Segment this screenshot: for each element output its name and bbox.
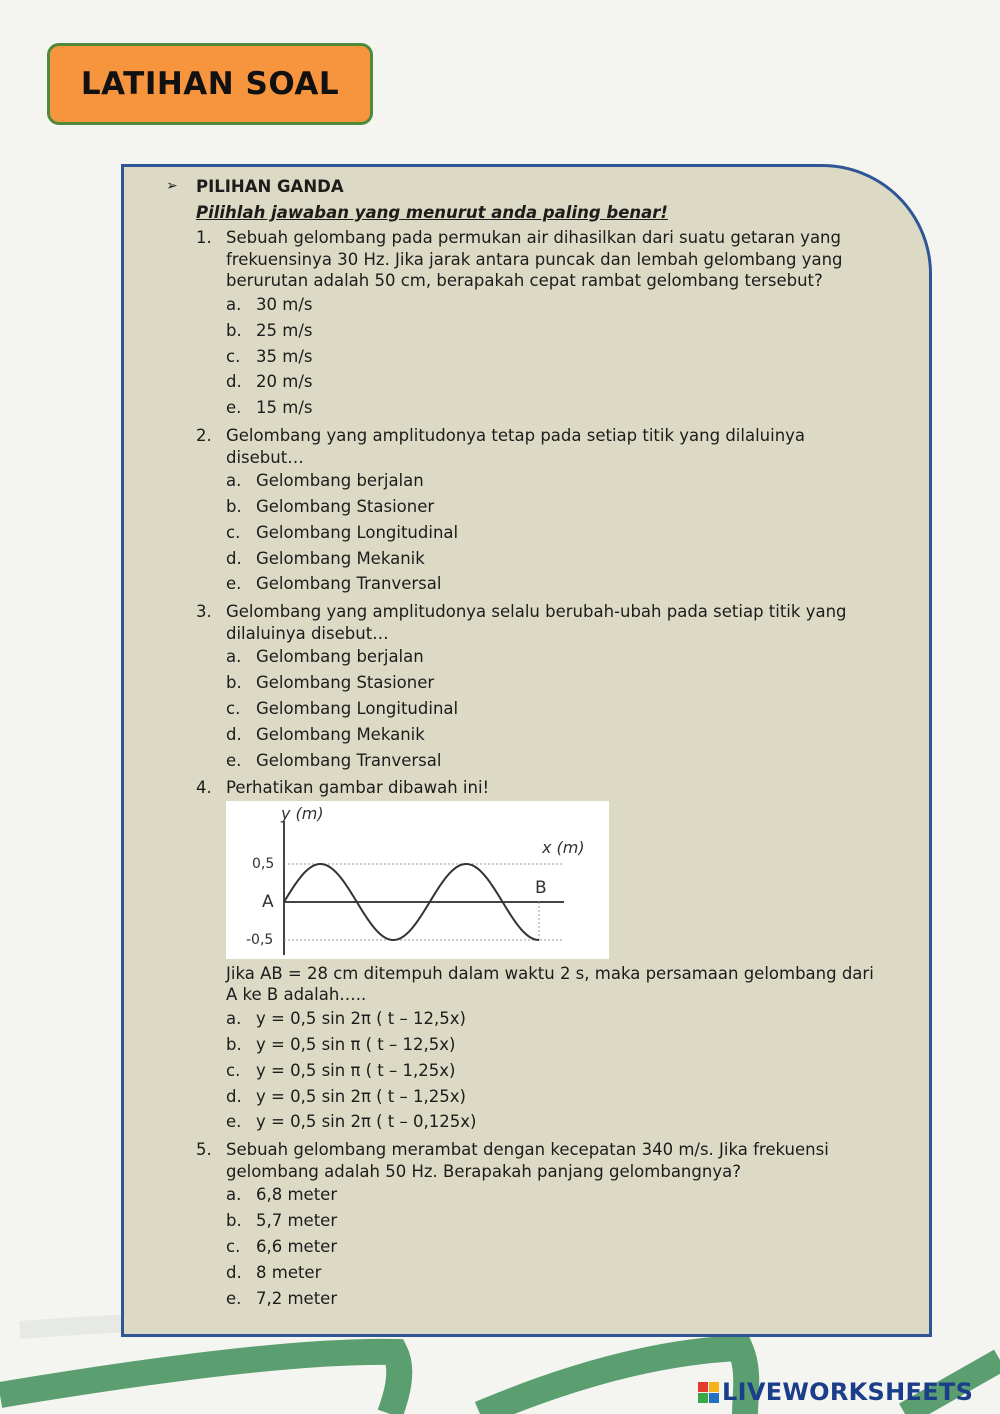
- tick-label-top: 0,5: [252, 855, 275, 872]
- option-letter: c.: [226, 699, 241, 718]
- point-a-label: A: [262, 891, 274, 912]
- option-a[interactable]: [226, 468, 886, 494]
- option-b[interactable]: [226, 1208, 886, 1234]
- option-letter: b.: [226, 673, 242, 693]
- section-heading: [166, 176, 886, 198]
- option-text: y = 0,5 sin 2π ( t – 1,25x): [256, 1086, 466, 1106]
- option-text: 8 meter: [256, 1262, 322, 1282]
- option-letter: a.: [226, 1009, 242, 1029]
- arrow-bullet-icon: ➢: [166, 178, 178, 194]
- option-text: y = 0,5 sin 2π ( t – 0,125x): [256, 1112, 477, 1132]
- option-text: 15 m/s: [256, 398, 313, 418]
- option-text: Gelombang Longitudinal: [256, 522, 459, 542]
- option-letter: d.: [226, 1086, 242, 1106]
- option-d[interactable]: [226, 1260, 886, 1286]
- option-a[interactable]: [226, 292, 886, 318]
- option-b[interactable]: [226, 1032, 886, 1058]
- option-letter: d.: [226, 724, 242, 744]
- option-text: Gelombang berjalan: [256, 647, 424, 667]
- y-axis-label: y (m): [281, 803, 324, 823]
- option-letter: b.: [226, 497, 242, 517]
- question-number: 4.: [196, 778, 212, 798]
- option-letter: c.: [226, 1236, 241, 1256]
- option-letter: d.: [226, 548, 242, 568]
- option-d[interactable]: [226, 722, 886, 748]
- title-badge: [47, 43, 373, 125]
- option-letter: b.: [226, 1211, 242, 1231]
- option-e[interactable]: [226, 748, 886, 774]
- option-a[interactable]: [226, 1006, 886, 1032]
- option-e[interactable]: [226, 395, 886, 421]
- option-e[interactable]: [226, 1285, 886, 1311]
- option-d[interactable]: [226, 546, 886, 572]
- question-4-followup: Jika AB = 28 cm ditempuh dalam waktu 2 s, maka persamaan gelombang dari A ke B adalah…..: [226, 963, 874, 1005]
- question-text: Sebuah gelombang pada permukan air dihasilkan dari suatu getaran yang frekuensinya 30 Hz. Jika jarak antara puncak dan lembah gelombang yang berurutan adalah 50 cm, berapakah cepat rambat gelombang tersebut?: [226, 228, 843, 291]
- option-text: Gelombang berjalan: [256, 471, 424, 491]
- option-letter: e.: [226, 1112, 242, 1132]
- option-letter: d.: [226, 1262, 242, 1282]
- option-letter: d.: [226, 372, 242, 392]
- question-number: 1.: [196, 228, 212, 248]
- option-e[interactable]: [226, 1109, 886, 1135]
- option-letter: e.: [226, 1288, 242, 1308]
- option-text: 6,6 meter: [256, 1236, 338, 1256]
- option-letter: b.: [226, 320, 242, 340]
- question-text: Gelombang yang amplitudonya tetap pada setiap titik yang dilaluinya disebut…: [226, 425, 806, 467]
- instruction-text: Pilihlah jawaban yang menurut anda paling benar!: [196, 202, 668, 222]
- option-c[interactable]: [226, 1058, 886, 1084]
- option-b[interactable]: [226, 318, 886, 344]
- question-1-options: [226, 292, 886, 421]
- option-text: 20 m/s: [256, 372, 313, 392]
- option-text: Gelombang Tranversal: [256, 750, 442, 770]
- question-number: 3.: [196, 602, 212, 622]
- option-c[interactable]: [226, 1234, 886, 1260]
- option-d[interactable]: [226, 1083, 886, 1109]
- option-text: 25 m/s: [256, 320, 313, 340]
- option-c[interactable]: [226, 696, 886, 722]
- question-1: [196, 227, 886, 292]
- question-4-options: [226, 1006, 886, 1135]
- option-letter: e.: [226, 398, 242, 418]
- option-text: 35 m/s: [256, 346, 313, 366]
- option-letter: a.: [226, 647, 242, 667]
- option-text: Gelombang Stasioner: [256, 497, 435, 517]
- point-b-label: B: [535, 877, 547, 898]
- question-5: [196, 1139, 886, 1182]
- section-heading-text: PILIHAN GANDA: [196, 177, 344, 196]
- option-text: Gelombang Stasioner: [256, 673, 435, 693]
- wave-diagram: [226, 801, 609, 959]
- option-text: Gelombang Tranversal: [256, 574, 442, 594]
- option-letter: a.: [226, 471, 242, 491]
- option-text: 30 m/s: [256, 295, 313, 315]
- option-text: y = 0,5 sin π ( t – 12,5x): [256, 1034, 456, 1054]
- question-3-options: [226, 644, 886, 773]
- option-c[interactable]: [226, 344, 886, 370]
- question-5-options: [226, 1182, 886, 1311]
- logo-mark-icon: [698, 1382, 719, 1403]
- x-axis-label: x (m): [542, 837, 585, 857]
- tick-label-bottom: -0,5: [246, 931, 274, 948]
- option-text: 6,8 meter: [256, 1185, 338, 1205]
- option-c[interactable]: [226, 520, 886, 546]
- option-b[interactable]: [226, 494, 886, 520]
- option-a[interactable]: [226, 1182, 886, 1208]
- option-e[interactable]: [226, 571, 886, 597]
- option-text: 7,2 meter: [256, 1288, 338, 1308]
- option-letter: b.: [226, 1034, 242, 1054]
- option-letter: a.: [226, 1185, 242, 1205]
- option-text: y = 0,5 sin 2π ( t – 12,5x): [256, 1009, 466, 1029]
- option-text: Gelombang Mekanik: [256, 548, 425, 568]
- option-letter: c.: [226, 1060, 241, 1080]
- option-letter: e.: [226, 750, 242, 770]
- option-text: y = 0,5 sin π ( t – 1,25x): [256, 1060, 456, 1080]
- option-letter: e.: [226, 574, 242, 594]
- option-letter: a.: [226, 295, 242, 315]
- page-title: LATIHAN SOAL: [80, 66, 340, 102]
- option-letter: c.: [226, 346, 241, 366]
- question-text: Sebuah gelombang merambat dengan kecepatan 340 m/s. Jika frekuensi gelombang adalah 50 Hz. Berapakah panjang gelombangnya?: [226, 1140, 829, 1181]
- liveworksheets-logo: [698, 1378, 973, 1406]
- option-b[interactable]: [226, 670, 886, 696]
- option-text: Gelombang Mekanik: [256, 724, 425, 744]
- logo-text: LIVEWORKSHEETS: [722, 1378, 974, 1406]
- option-a[interactable]: [226, 644, 886, 670]
- option-text: Gelombang Longitudinal: [256, 699, 459, 718]
- question-text: Perhatikan gambar dibawah ini!: [226, 778, 490, 798]
- question-3: [196, 601, 886, 644]
- question-2-options: [226, 468, 886, 597]
- question-text: Gelombang yang amplitudonya selalu berubah-ubah pada setiap titik yang dilaluinya disebut…: [226, 602, 847, 643]
- question-number: 2.: [196, 425, 212, 445]
- option-letter: c.: [226, 522, 241, 542]
- question-2: [196, 425, 886, 468]
- option-d[interactable]: [226, 369, 886, 395]
- wave-figure: [226, 801, 609, 959]
- option-text: 5,7 meter: [256, 1211, 338, 1231]
- worksheet-content: [166, 174, 886, 1311]
- question-4: [196, 777, 886, 799]
- question-number: 5.: [196, 1140, 212, 1160]
